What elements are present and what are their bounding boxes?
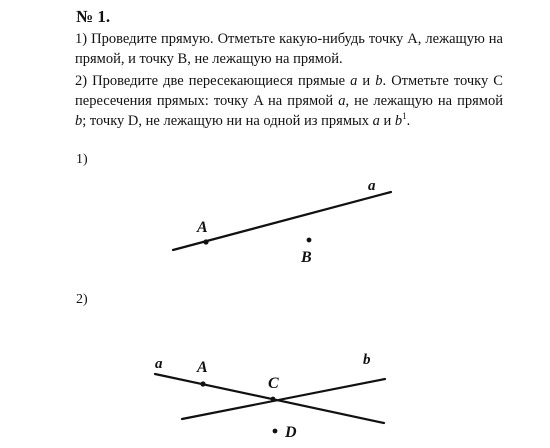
- line-a-ref: a: [372, 113, 380, 129]
- point-b-label: B: [301, 249, 312, 266]
- task-2-part: . Отметьте точку C пересечения прямых: точку A на прямой: [75, 73, 503, 109]
- point-a-label: A: [197, 219, 208, 236]
- line-b-ref: b: [394, 113, 403, 129]
- point-c-label: C: [268, 375, 279, 392]
- point-a-label: A: [197, 359, 208, 376]
- footnote-mark: 1: [402, 111, 407, 122]
- line-a-ref: a: [350, 73, 358, 89]
- task-2-part: 2) Проведите две пересекающиеся прямые: [75, 73, 351, 89]
- point-d-label: D: [285, 424, 297, 441]
- point-d-dot: [273, 429, 278, 434]
- task-2-part: , не лежащую на прямой: [345, 93, 503, 109]
- point-c-dot: [271, 397, 276, 402]
- line-a-ref: a: [338, 93, 346, 109]
- figure-1: [173, 178, 391, 266]
- task-2-part: и: [379, 113, 395, 129]
- line-a-label: a: [155, 356, 163, 372]
- line-b-ref: b: [75, 113, 83, 129]
- figure-2: [155, 352, 385, 441]
- task-2-part: .: [406, 113, 411, 129]
- figure-2-label: 2): [76, 292, 88, 307]
- task-2-part: и: [357, 73, 376, 89]
- figure-1-label: 1): [76, 152, 88, 167]
- problem-number: № 1.: [76, 7, 111, 26]
- task-1-text: 1) Проведите прямую. Отметьте какую-нибудь точку A, лежащую на прямой, и точку B, не лежащую на прямой.: [75, 31, 503, 67]
- line-b-label: b: [363, 352, 371, 368]
- line-a-label: a: [368, 178, 376, 194]
- point-a-dot: [200, 381, 205, 386]
- point-b-dot: [307, 238, 312, 243]
- line-b: [182, 379, 385, 419]
- point-a-dot: [203, 239, 208, 244]
- line-b-ref: b: [375, 73, 383, 89]
- task-2-part: ; точку D, не лежащую ни на одной из прямых: [82, 113, 373, 129]
